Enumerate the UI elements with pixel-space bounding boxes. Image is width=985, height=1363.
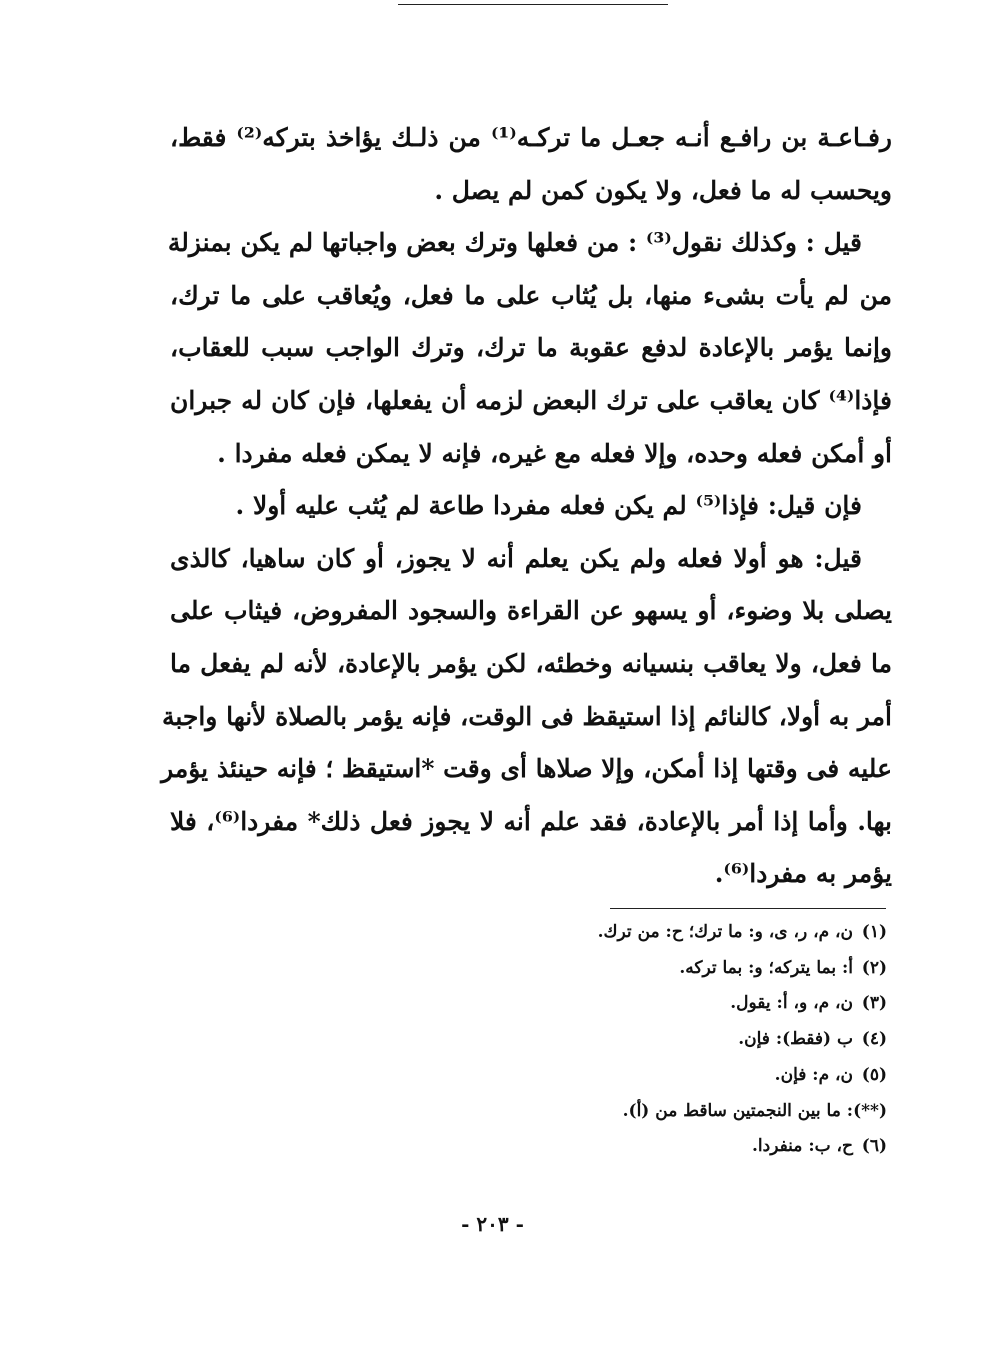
text-line: ويحسب له ما فعل، ولا يكون كمن لم يصل . [434, 175, 892, 205]
footnote [487, 1022, 887, 1058]
text-line: يصلى بلا وضوء، أو يسهو عن القراءة والسجود المفروض، فيثاب على [170, 596, 892, 626]
footnote-number: (٣) [861, 993, 887, 1014]
page-number: - ٢٠٣ - [461, 1212, 524, 1236]
footnote-text: ح، ب: منفردا. [751, 1136, 853, 1157]
text-line: من لم يأت بشىء منها، بل يُثاب على ما فعل، ويُعاقب على ما ترك، [170, 280, 892, 310]
text-line: رفـاعـة بن رافـع أنـه جعـل ما تركـه⁽¹⁾ من ذلـك يؤاخذ بتركه⁽²⁾ فقط، [170, 123, 892, 152]
text-line: أو أمكن فعله وحده، وإلا فعله مع غيره، فإنه لا يمكن فعله مفردا . [217, 438, 892, 468]
footnote-text: أ: بما يتركه؛ و: بما تركه. [679, 957, 853, 978]
footnote [487, 986, 887, 1022]
text-line: بها. وأما إذا أمر بالإعادة، فقد علم أنه لا يجوز فعل ذلك* مفردا⁽⁶⁾، فلا [170, 806, 892, 836]
footnote-number: (١) [861, 922, 887, 942]
text-line: وإنما يؤمر بالإعادة لدفع عقوبة ما ترك، وترك الواجب سبب للعقاب، [170, 333, 892, 363]
footnote [487, 1094, 887, 1130]
footnote [487, 1058, 887, 1094]
footnote-number: (**) [853, 1100, 887, 1121]
footnote-text: ن، م، و، أ: يقول. [730, 993, 853, 1014]
text-line: قيل : وكذلك نقول⁽³⁾ : من فعلها وترك بعض واجباتها لم يكن بمنزلة [167, 228, 862, 258]
text-line: قيل: هو أولا فعله ولم يكن يعلم أنه لا يجوز، أو كان ساهيا، كالذى [170, 543, 862, 573]
header-rule [398, 4, 668, 5]
footnote [487, 915, 887, 951]
main-text [161, 112, 892, 901]
text-line: عليه فى وقتها إذا أمكن، وإلا صلاها أى وقت *استيقظ ؛ فإنه حينئذ يؤمر [161, 754, 892, 784]
text-line: ما فعل، ولا يعاقب بنسيانه وخطئه، لكن يؤمر بالإعادة، لأنه لم يفعل ما [170, 648, 892, 678]
text-line: فإن قيل: فإذا⁽⁵⁾ لم يكن فعله مفردا طاعة لم يُثب عليه أولا . [235, 491, 862, 521]
footnote-text: ن، م، ر، ى، و: ما ترك؛ ح: من ترك. [597, 922, 853, 942]
footnote-number: (٢) [861, 957, 887, 978]
footnote-text: ب (فقط): فإن. [738, 1029, 853, 1050]
footnote-rule [610, 908, 886, 909]
text-line: فإذا⁽⁴⁾ كان يعاقب على ترك البعض لزمه أن يفعلها، فإن كان له جبران [170, 385, 892, 415]
footnote-number: (٤) [861, 1029, 887, 1050]
footnote-number: (٥) [861, 1064, 887, 1085]
text-line: يؤمر به مفردا⁽⁶⁾. [714, 859, 892, 889]
footnote-text: : ما بين النجمتين ساقط من (أ). [622, 1100, 853, 1121]
footnote-text: ن، م: فإن. [774, 1064, 853, 1085]
footnote [487, 1129, 887, 1165]
footnote-number: (٦) [861, 1136, 887, 1157]
footnote [487, 951, 887, 987]
footnotes [487, 915, 887, 1165]
text-line: أمر به أولا، كالنائم إذا استيقظ فى الوقت، فإنه يؤمر بالصلاة لأنها واجبة [161, 701, 892, 731]
